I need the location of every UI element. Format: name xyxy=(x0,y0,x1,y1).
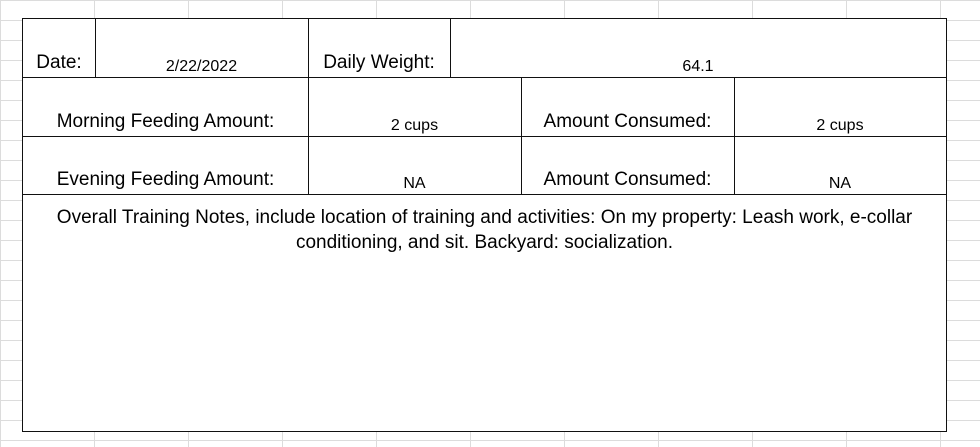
morning-feeding-value: 2 cups xyxy=(390,117,439,134)
daily-log-form xyxy=(22,18,947,432)
row-divider-3 xyxy=(23,194,946,195)
evening-consumed-value: NA xyxy=(828,175,852,192)
daily-weight-value: 64.1 xyxy=(682,58,714,75)
training-notes: Overall Training Notes, include location of training and activities: On my property: Leash work, e-collar conditioning, and sit. Backyard: socialization. xyxy=(56,207,913,253)
evening-feeding-value: NA xyxy=(403,175,426,192)
morning-feeding-label: Morning Feeding Amount: xyxy=(56,111,275,132)
evening-feeding-label: Evening Feeding Amount: xyxy=(56,169,275,190)
daily-weight-label: Daily Weight: xyxy=(323,52,435,73)
date-label: Date: xyxy=(36,52,82,73)
date-value: 2/22/2022 xyxy=(165,58,238,75)
morning-consumed-value: 2 cups xyxy=(816,117,864,134)
morning-consumed-label: Amount Consumed: xyxy=(543,111,712,132)
evening-consumed-label: Amount Consumed: xyxy=(543,169,712,190)
